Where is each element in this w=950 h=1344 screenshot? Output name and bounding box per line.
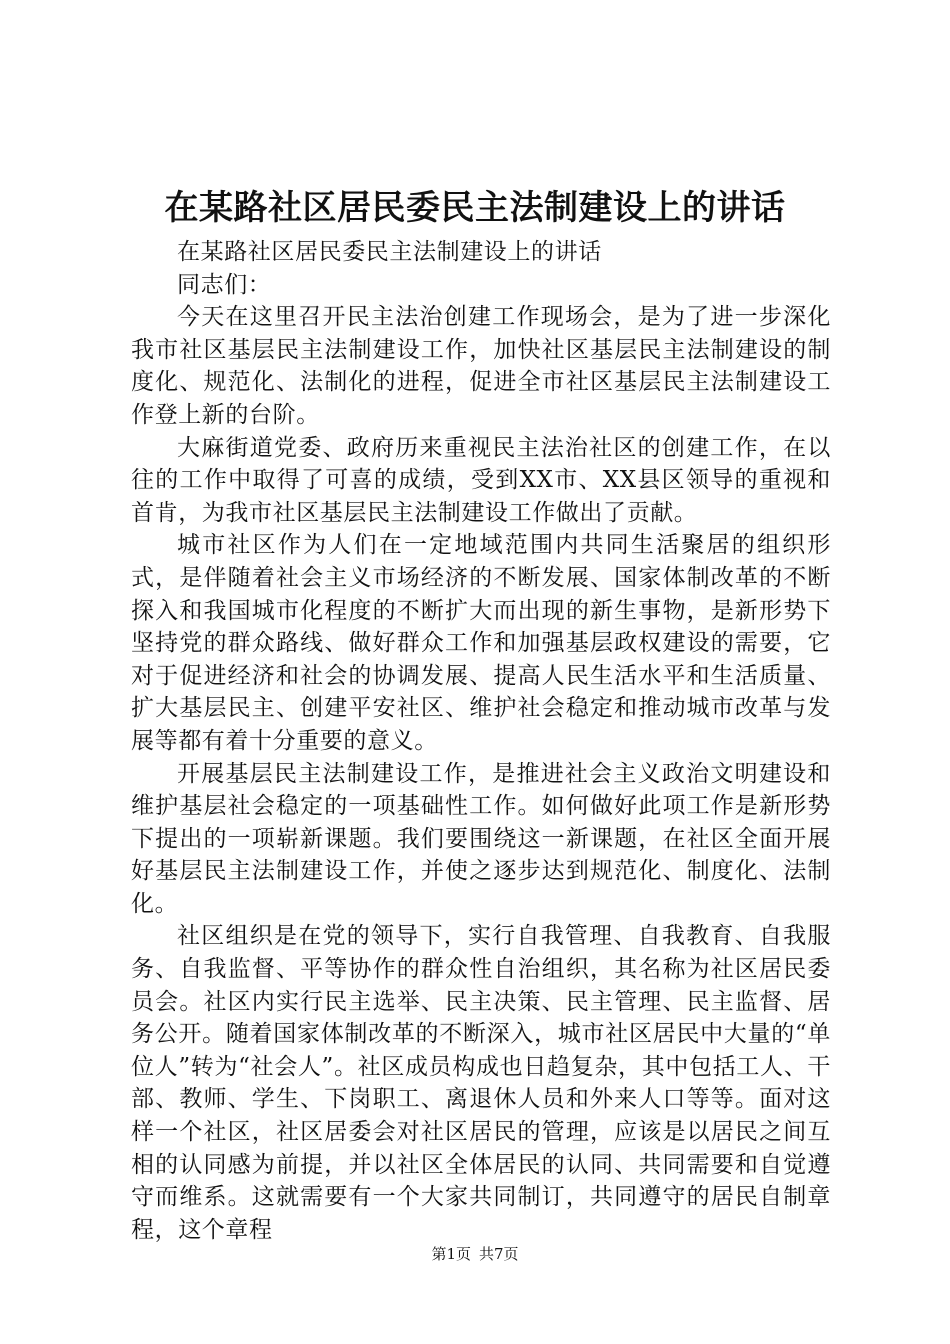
- body-paragraph: 社区组织是在党的领导下，实行自我管理、自我教育、自我服务、自我监督、平等协作的群众性自治组织，其名称为社区居民委员会。社区内实行民主选举、民主决策、民主管理、民主监督、居务公开。随着国家体制改革的不断深入，城市社区居民中大量的“单位人”转为“社会人”。社区成员构成也日趋复杂，其中包括工人、干部、教师、学生、下岗职工、离退休人员和外来人口等等。面对这样一个社区，社区居委会对社区居民的管理，应该是以居民之间互相的认同感为前提，并以社区全体居民的认同、共同需要和自觉遵守而维系。这就需要有一个大家共同制订，共同遵守的居民自制章程，这个章程: [131, 923, 831, 1243]
- body-paragraph: 开展基层民主法制建设工作，是推进社会主义政治文明建设和维护基层社会稳定的一项基础性工作。如何做好此项工作是新形势下提出的一项崭新课题。我们要围绕这一新课题，在社区全面开展好基层民主法制建设工作，并使之逐步达到规范化、制度化、法制化。: [131, 760, 831, 917]
- body-paragraph: 大麻街道党委、政府历来重视民主法治社区的创建工作，在以往的工作中取得了可喜的成绩，受到XX市、XX县区领导的重视和首肯，为我市社区基层民主法制建设工作做出了贡献。: [131, 434, 831, 526]
- subtitle-paragraph: 在某路社区居民委民主法制建设上的讲话: [177, 239, 602, 265]
- body-paragraph: 城市社区作为人们在一定地域范围内共同生活聚居的组织形式，是伴随着社会主义市场经济的不断发展、国家体制改革的不断探入和我国城市化程度的不断扩大而出现的新生事物，是新形势下坚持党的群众路线、做好群众工作和加强基层政权建设的需要，它对于促进经济和社会的协调发展、提高人民生活水平和生活质量、扩大基层民主、创建平安社区、维护社会稳定和推动城市改革与发展等都有着十分重要的意义。: [131, 532, 831, 754]
- document-title: 在某路社区居民委民主法制建设上的讲话: [164, 188, 786, 228]
- body-paragraph: 今天在这里召开民主法治创建工作现场会，是为了进一步深化我市社区基层民主法制建设工作，加快社区基层民主法制建设的制度化、规范化、法制化的进程，促进全市社区基层民主法制建设工作登上新的台阶。: [131, 304, 831, 428]
- page-number: 第1页: [431, 1245, 471, 1263]
- document-body: [131, 236, 831, 1246]
- page-total: 共7页: [479, 1245, 519, 1263]
- salutation-paragraph: 同志们：: [177, 271, 272, 298]
- page-footer: [0, 1243, 950, 1265]
